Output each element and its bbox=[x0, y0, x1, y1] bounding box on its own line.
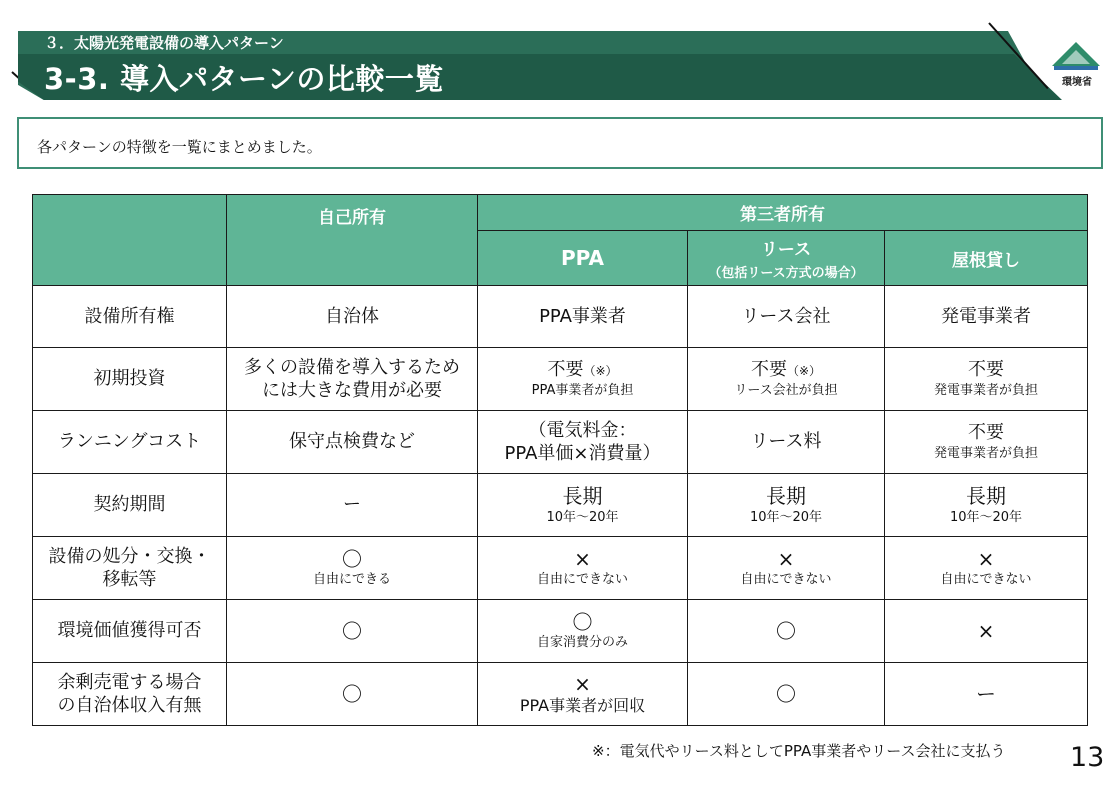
cell-ppa bbox=[478, 537, 688, 600]
cell-roof-sub: 10年～20年 bbox=[949, 509, 1023, 525]
circle-mark: 〇 bbox=[342, 682, 362, 706]
cell-self: 保守点検費など bbox=[227, 411, 478, 474]
cell-self bbox=[227, 348, 478, 411]
cell-self-sub: 自由にできる bbox=[312, 571, 391, 587]
page-title: 3-3. 導入パターンの比較一覧 bbox=[44, 62, 444, 96]
cell-ppa-line1: （電気料金： bbox=[528, 419, 637, 441]
row-label-environmental-value: 環境価値獲得可否 bbox=[33, 600, 227, 663]
cell-lease: リース会社 bbox=[688, 286, 885, 348]
cell-roof bbox=[885, 600, 1088, 663]
cell-lease-main: 長期 bbox=[766, 483, 806, 508]
intro-text: 各パターンの特徴を一覧にまとめました。 bbox=[37, 138, 322, 156]
row-label-line2: 移転等 bbox=[102, 569, 157, 590]
dash-mark: ー bbox=[976, 682, 996, 706]
header-roof: 屋根貸し bbox=[885, 231, 1088, 286]
cell-self-line1: 多くの設備を導入するため bbox=[244, 356, 460, 378]
row-label-surplus-income bbox=[33, 663, 227, 726]
row-label-running-cost: ランニングコスト bbox=[33, 411, 227, 474]
header-corner-cell bbox=[33, 195, 227, 286]
cell-ppa bbox=[478, 474, 688, 537]
comparison-table bbox=[32, 194, 1088, 726]
cross-mark: × bbox=[574, 671, 591, 696]
circle-mark: 〇 bbox=[342, 546, 362, 571]
circle-mark: 〇 bbox=[572, 609, 593, 634]
circle-mark: 〇 bbox=[776, 682, 796, 706]
cell-lease bbox=[688, 348, 885, 411]
cell-lease: リース料 bbox=[688, 411, 885, 474]
cell-ppa bbox=[478, 411, 688, 474]
row-label-contract-period: 契約期間 bbox=[33, 474, 227, 537]
cell-self bbox=[227, 600, 478, 663]
cell-ppa bbox=[478, 663, 688, 726]
section-title: ３．太陽光発電設備の導入パターン bbox=[44, 34, 284, 52]
cell-lease-sub: 10年～20年 bbox=[749, 509, 823, 525]
header-ppa: PPA bbox=[478, 231, 688, 286]
row-label-line1: 余剰売電する場合 bbox=[57, 671, 202, 693]
cross-mark: × bbox=[977, 546, 995, 571]
header-third-party: 第三者所有 bbox=[478, 195, 1088, 231]
cell-roof-sub: 発電事業者が負担 bbox=[934, 382, 1039, 398]
header-lease-label: リース bbox=[760, 240, 812, 260]
cell-lease bbox=[688, 663, 885, 726]
table-header-row bbox=[33, 195, 1088, 231]
cell-lease bbox=[688, 537, 885, 600]
header-self-own: 自己所有 bbox=[227, 195, 478, 286]
table-row bbox=[33, 600, 1088, 663]
cell-roof bbox=[885, 663, 1088, 726]
circle-mark: 〇 bbox=[342, 619, 362, 643]
cell-roof bbox=[885, 537, 1088, 600]
cross-mark: × bbox=[977, 619, 995, 643]
table-row bbox=[33, 286, 1088, 348]
header-lease-sub: （包括リース方式の場合） bbox=[708, 266, 864, 281]
cell-ppa bbox=[478, 348, 688, 411]
cell-lease bbox=[688, 474, 885, 537]
logo-text: 環境省 bbox=[1062, 77, 1092, 88]
cell-roof-main: 不要 bbox=[968, 422, 1004, 444]
intro-box bbox=[17, 117, 1103, 169]
cell-roof bbox=[885, 474, 1088, 537]
cell-ppa-sub: PPA事業者が回収 bbox=[519, 695, 646, 715]
cell-ppa-main: 不要 bbox=[547, 359, 584, 381]
cell-roof: 発電事業者 bbox=[885, 286, 1088, 348]
circle-mark: 〇 bbox=[776, 619, 796, 643]
cell-self bbox=[227, 663, 478, 726]
cell-ppa-sub: 自家消費分のみ bbox=[536, 634, 628, 650]
cell-ppa bbox=[478, 600, 688, 663]
cell-self: ー bbox=[227, 474, 478, 537]
cell-lease-note: （※） bbox=[786, 364, 822, 379]
table-row bbox=[33, 537, 1088, 600]
cross-mark: × bbox=[574, 546, 591, 571]
row-label-ownership: 設備所有権 bbox=[33, 286, 227, 348]
cell-ppa-sub: 自由にできない bbox=[536, 571, 628, 587]
table-row bbox=[33, 663, 1088, 726]
row-label-line2: の自治体収入有無 bbox=[57, 695, 202, 716]
cell-ppa-line2: PPA単価×消費量） bbox=[504, 443, 661, 464]
cell-self: 自治体 bbox=[227, 286, 478, 348]
cell-lease-sub: リース会社が負担 bbox=[734, 382, 838, 398]
row-label-initial-investment: 初期投資 bbox=[33, 348, 227, 411]
cell-roof-sub: 自由にできない bbox=[940, 571, 1032, 587]
cell-ppa-sub: 10年～20年 bbox=[546, 509, 619, 525]
cell-ppa-note: （※） bbox=[583, 364, 618, 379]
row-label-line1: 設備の処分・交換・ bbox=[48, 545, 211, 567]
cell-self-line2: には大きな費用が必要 bbox=[262, 380, 442, 401]
footnote: ※：電気代やリース料としてPPA事業者やリース会社に支払う bbox=[592, 742, 1006, 760]
cell-roof-main: 不要 bbox=[968, 359, 1004, 381]
cell-roof bbox=[885, 348, 1088, 411]
cell-roof-sub: 発電事業者が負担 bbox=[934, 445, 1039, 461]
page-number: 13 bbox=[1070, 742, 1105, 773]
table-row bbox=[33, 474, 1088, 537]
cell-self bbox=[227, 537, 478, 600]
row-label-disposal bbox=[33, 537, 227, 600]
cross-mark: × bbox=[777, 546, 795, 571]
cell-roof bbox=[885, 411, 1088, 474]
cell-roof-main: 長期 bbox=[966, 483, 1006, 508]
table-row bbox=[33, 411, 1088, 474]
table-row bbox=[33, 348, 1088, 411]
cell-ppa-sub: PPA事業者が負担 bbox=[531, 382, 634, 398]
cell-lease-main: 不要 bbox=[750, 359, 787, 381]
cell-ppa-main: 長期 bbox=[562, 483, 603, 508]
cell-lease-sub: 自由にできない bbox=[740, 571, 832, 587]
cell-ppa: PPA事業者 bbox=[478, 286, 688, 348]
cell-lease bbox=[688, 600, 885, 663]
header-lease bbox=[688, 231, 885, 286]
